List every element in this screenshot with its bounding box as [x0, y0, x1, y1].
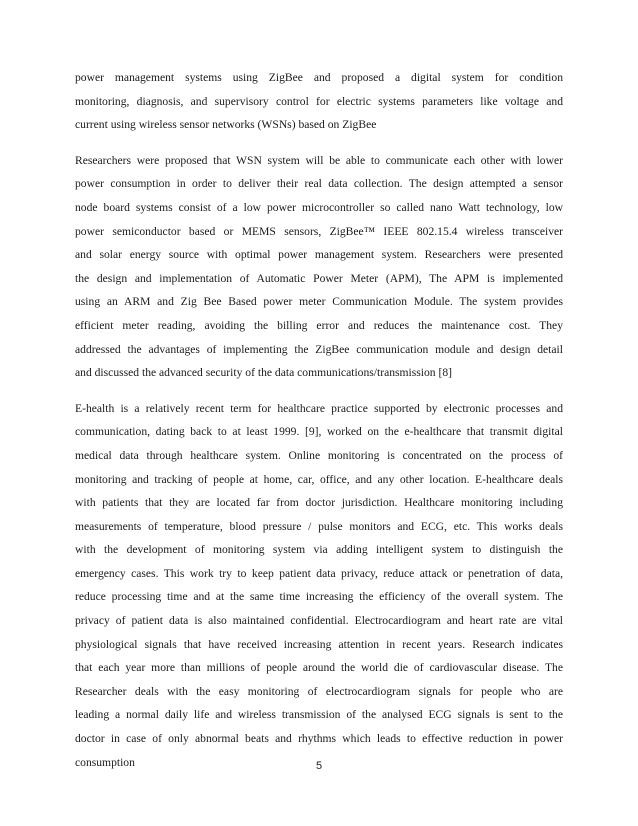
text-line: using an ARM and Zig Bee Based power meter Communication Module. The system provides: [75, 295, 563, 309]
text-line: power management systems using ZigBee and proposed a digital system for condition: [75, 71, 563, 84]
text-line: and solar energy source with optimal power management system. Researchers were presented: [75, 248, 563, 262]
text-line: and discussed the advanced security of the data communications/transmission [8]: [75, 366, 453, 380]
text-line: with the development of monitoring system via adding intelligent system to distinguish the: [75, 543, 563, 557]
text-line: doctor in case of only abnormal beats and rhythms which leads to effective reduction in power: [75, 732, 563, 746]
text-line: Researcher deals with the easy monitoring of electrocardiogram signals for people who are: [75, 684, 563, 698]
paragraph-wsn-researchers: [75, 149, 563, 385]
text-line: Researchers were proposed that WSN system will be able to communicate each other with lower: [75, 153, 563, 167]
text-line: privacy of patient data is also maintained confidential. Electrocardiogram and heart rate are vital: [75, 614, 563, 628]
text-line: addressed the advantages of implementing the ZigBee communication module and design detail: [75, 342, 563, 356]
text-line: power consumption in order to deliver their real data collection. The design attempted a sensor: [75, 177, 563, 191]
text-line: with patients that they are located far from doctor jurisdiction. Healthcare monitoring including: [75, 496, 563, 510]
text-line: that each year more than millions of people around the world die of cardiovascular disease. The: [75, 661, 563, 675]
text-line: reduce processing time and at the same time increasing the efficiency of the overall system. The: [75, 590, 563, 604]
text-line: node board systems consist of a low power microcontroller so called nano Watt technology, low: [75, 200, 563, 214]
paragraph-zigbee-monitoring: [75, 66, 563, 137]
page-number: 5: [315, 760, 323, 772]
text-line: the design and implementation of Automatic Power Meter (APM), The APM is implemented: [75, 271, 563, 285]
text-line: E-health is a relatively recent term for healthcare practice supported by electronic processes and: [75, 401, 563, 415]
text-line: emergency cases. This work try to keep patient data privacy, reduce attack or penetration of data,: [75, 566, 563, 580]
document-page: [75, 66, 563, 786]
text-line: leading a normal daily life and wireless transmission of the analysed ECG signals is sent to the: [75, 708, 563, 722]
text-line: monitoring and tracking of people at home, car, office, and any other location. E-healthcare deals: [75, 472, 563, 486]
text-line: medical data through healthcare system. Online monitoring is concentrated on the process of: [75, 448, 563, 462]
text-line: physiological signals that have received increasing attention in recent years. Research indicates: [75, 637, 563, 651]
text-line: current using wireless sensor networks (WSNs) based on ZigBee: [75, 118, 377, 132]
paragraph-e-health: [75, 397, 563, 775]
text-line: communication, dating back to at least 1999. [9], worked on the e-healthcare that transmit digital: [75, 425, 563, 439]
text-line: efficient meter reading, avoiding the billing error and reduces the maintenance cost. They: [75, 318, 563, 332]
text-line: monitoring, diagnosis, and supervisory control for electric systems parameters like voltage and: [75, 94, 563, 108]
text-line: consumption: [75, 755, 135, 769]
text-line: power semiconductor based or MEMS sensors, ZigBee™ IEEE 802.15.4 wireless transceiver: [75, 224, 563, 238]
text-line: measurements of temperature, blood pressure / pulse monitors and ECG, etc. This works deals: [75, 519, 563, 533]
